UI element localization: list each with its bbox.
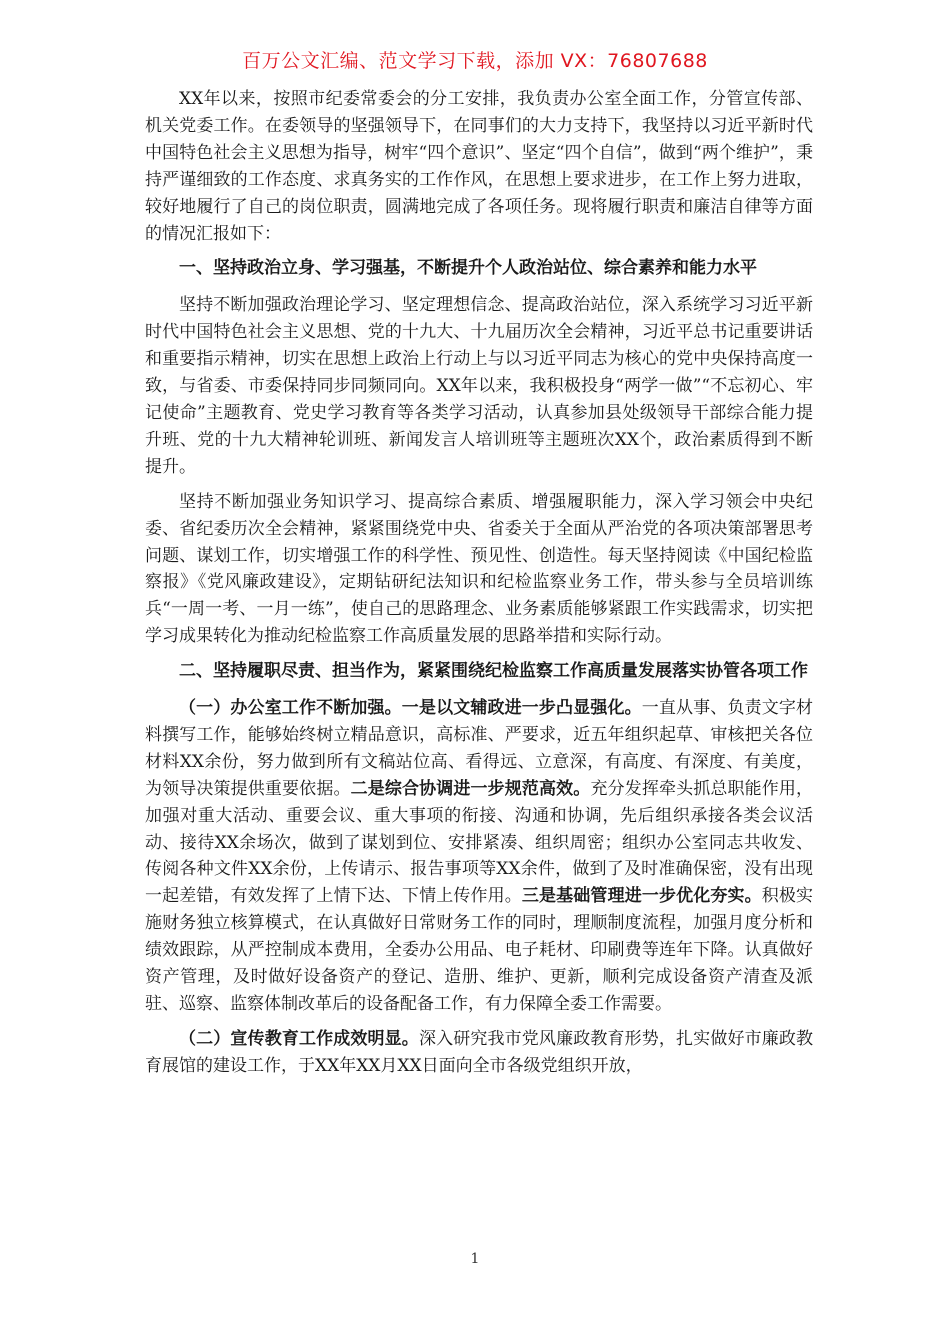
promo-banner: 百万公文汇编、范文学习下载，添加 VX：76807688	[242, 50, 708, 72]
section-heading-1: 一、坚持政治立身、学习强基，不断提升个人政治站位、综合素养和能力水平	[179, 258, 757, 279]
body-paragraph: 坚持不断加强业务知识学习、提高综合素质、增强履职能力，深入学习领会中央纪委、省纪委历次全会精神，紧紧围绕党中央、省委关于全面从严治党的各项决策部署思考问题、谋划工作，切实增强工作的科学性、预见性、创造性。每天坚持阅读《中国纪检监察报》《党风廉政建设》，定期钻研纪法知识和纪检监察业务工作，带头参与全员培训练兵“一周一考、一月一练”，使自己的思路理念、业务素质能够紧跟工作实践需求，切实把学习成果转化为推动纪检监察工作高质量发展的思路举措和实际行动。	[145, 491, 813, 647]
body-paragraph: 坚持不断加强政治理论学习、坚定理想信念、提高政治站位，深入系统学习习近平新时代中国特色社会主义思想、党的十九大、十九届历次全会精神，习近平总书记重要讲话和重要指示精神，切实在思想上政治上行动上与以习近平同志为核心的党中央保持高度一致，与省委、市委保持同步同频同向。XX年以来，我积极投身“两学一做”“不忘初心、牢记使命”主题教育、党史学习教育等各类学习活动，认真参加县处级领导干部综合能力提升班、党的十九大精神轮训班、新闻发言人培训班等主题班次XX个，政治素质得到不断提升。	[145, 295, 813, 477]
bold-lead-text: 二是综合协调进一步规范高效。	[350, 778, 591, 799]
bold-lead-text: （一）办公室工作不断加强。一是以文辅政进一步凸显强化。	[179, 698, 642, 719]
intro-paragraph: XX年以来，按照市纪委常委会的分工安排，我负责办公室全面工作，分管宣传部、机关党委工作。在委领导的坚强领导下，在同事们的大力支持下，我坚持以习近平新时代中国特色社会主义思想为指导，树牢“四个意识”、坚定“四个自信”，做到“两个维护”，秉持严谨细致的工作态度、求真务实的工作作风，在思想上要求进步，在工作上努力进取，较好地履行了自己的岗位职责，圆满地完成了各项任务。现将履行职责和廉洁自律等方面的情况汇报如下：	[145, 89, 813, 244]
bold-lead-text: （二）宣传教育工作成效明显。	[179, 1028, 419, 1049]
body-text-span: 深入研究我市党风廉政教育形势，扎实做好市廉政教育展馆的建设工作，于XX年XX月XX日面向全市各级党组织开放，	[145, 1028, 814, 1076]
page-number: 1	[470, 1251, 480, 1267]
body-paragraph-publicity	[145, 1026, 813, 1080]
bold-lead-text: 三是基础管理进一步优化夯实。	[521, 886, 762, 907]
section-heading-2: 二、坚持履职尽责、担当作为，紧紧围绕纪检监察工作高质量发展落实协管各项工作	[179, 661, 808, 682]
document-body	[145, 86, 813, 1088]
body-paragraph-office-work	[145, 695, 813, 1018]
body-text-span: 充分发挥牵头抓总职能作用，加强对重大活动、重要会议、重大事项的衔接、沟通和协调，先后组织承接各类会议活动、接待XX余场次，做到了谋划到位、安排紧凑、组织周密；组织办公室同志共收发、传阅各种文件XX余份，上传请示、报告事项等XX余件，做到了及时准确保密，没有出现一起差错，有效发挥了上情下达、下情上传作用。	[145, 778, 814, 907]
body-text-span: 积极实施财务独立核算模式，在认真做好日常财务工作的同时，理顺制度流程，加强月度分析和绩效跟踪，从严控制成本费用，全委办公用品、电子耗材、印刷费等连年下降。认真做好资产管理，及时做好设备资产的登记、造册、维护、更新，顺利完成设备资产清查及派驻、巡察、监察体制改革后的设备配备工作，有力保障全委工作需要。	[145, 886, 814, 1014]
body-text-span: 一直从事、负责文字材料撰写工作，能够始终树立精品意识，高标准、严要求，近五年组织起草、审核把关各位材料XX余份，努力做到所有文稿站位高、看得远、立意深，有高度、有深度、有美度，为领导决策提供重要依据。	[145, 698, 813, 799]
